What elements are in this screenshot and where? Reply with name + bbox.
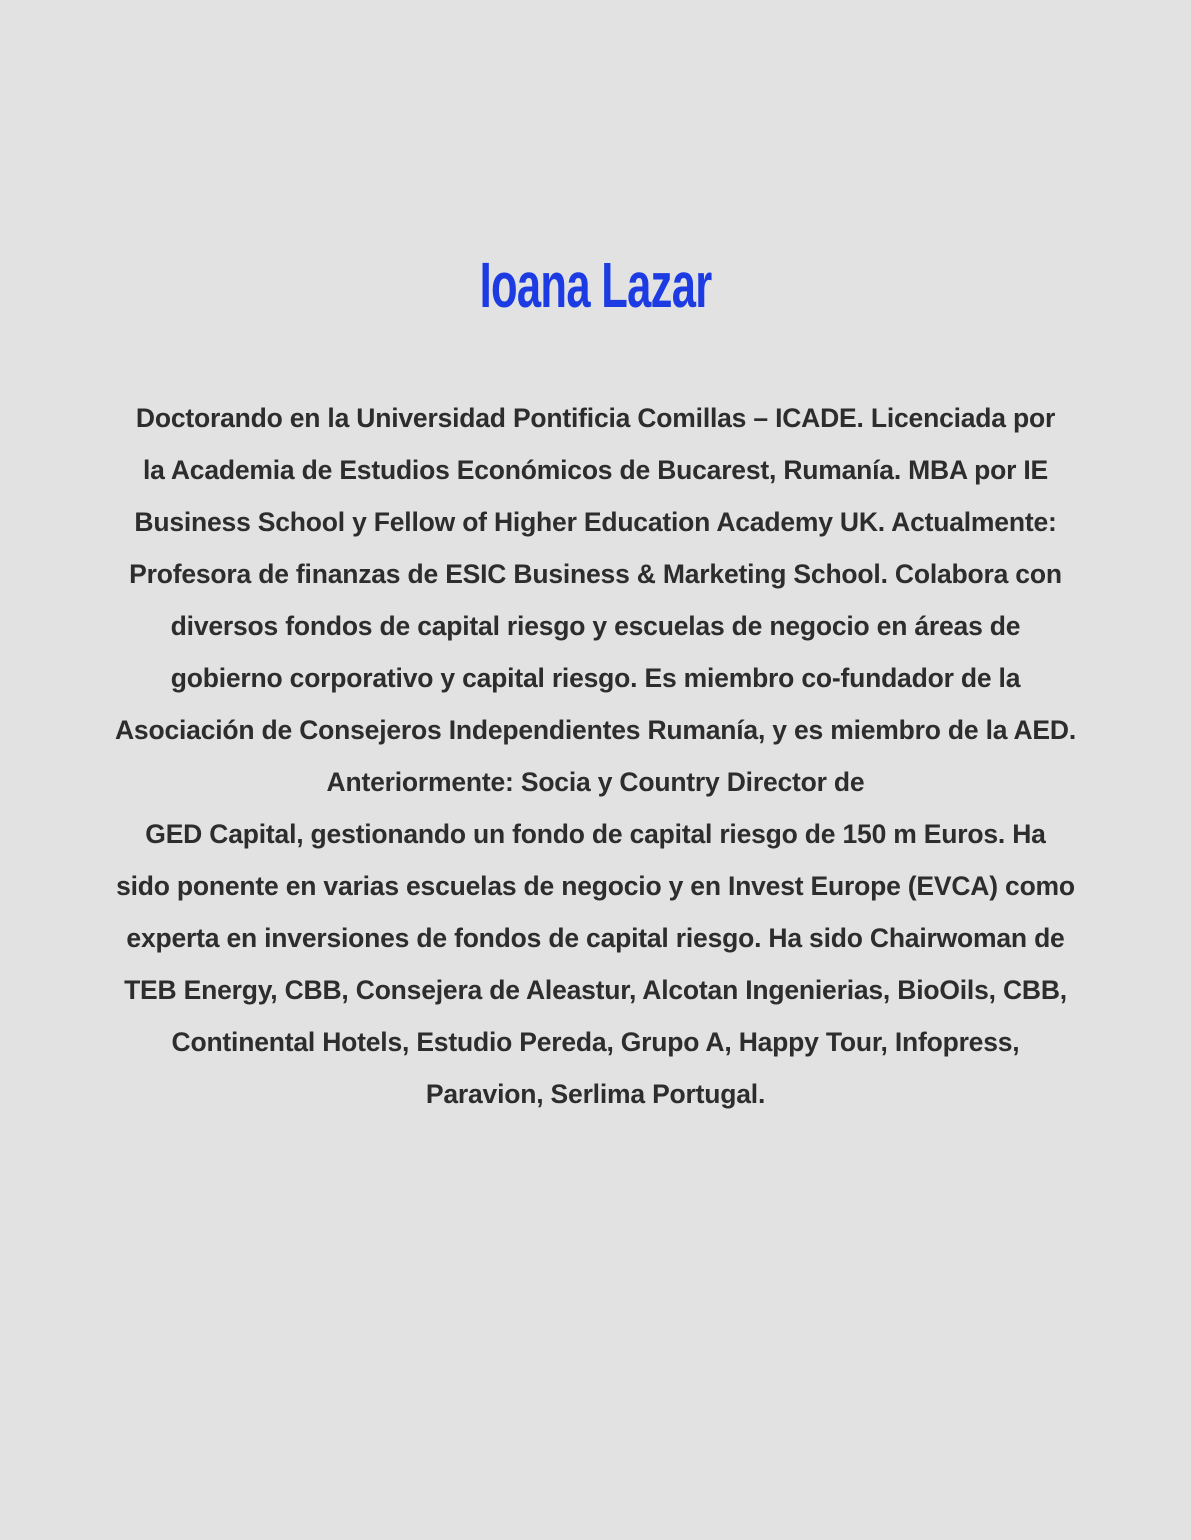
bio-line: la Academia de Estudios Económicos de Bucarest, Rumanía. MBA por IE	[142, 455, 1048, 485]
bio-line: TEB Energy, CBB, Consejera de Aleastur, Alcotan Ingenierias, BioOils, CBB,	[124, 975, 1067, 1005]
bio-paragraph	[0, 392, 1191, 1120]
bio-line: Doctorando en la Universidad Pontificia Comillas – ICADE. Licenciada por	[135, 403, 1056, 433]
page-title-text: Ioana Lazar	[479, 249, 712, 321]
bio-line: gobierno corporativo y capital riesgo. Es miembro co-fundador de la	[170, 663, 1021, 693]
bio-line: diversos fondos de capital riesgo y escuelas de negocio en áreas de	[170, 611, 1021, 641]
bio-line: Business School y Fellow of Higher Education Academy UK. Actualmente:	[134, 507, 1057, 537]
bio-line: GED Capital, gestionando un fondo de capital riesgo de 150 m Euros. Ha	[145, 819, 1046, 849]
bio-line: Continental Hotels, Estudio Pereda, Grupo A, Happy Tour, Infopress,	[171, 1027, 1020, 1057]
page-title	[0, 0, 1191, 321]
bio-line: sido ponente en varias escuelas de negocio y en Invest Europe (EVCA) como	[116, 871, 1075, 901]
bio-line: Anteriormente: Socia y Country Director de	[326, 767, 865, 797]
bio-line: Profesora de finanzas de ESIC Business & Marketing School. Colabora con	[129, 559, 1062, 589]
bio-line: Paravion, Serlima Portugal.	[425, 1079, 766, 1109]
bio-line: Asociación de Consejeros Independientes Rumanía, y es miembro de la AED.	[115, 715, 1076, 745]
bio-line: experta en inversiones de fondos de capital riesgo. Ha sido Chairwoman de	[126, 923, 1065, 953]
